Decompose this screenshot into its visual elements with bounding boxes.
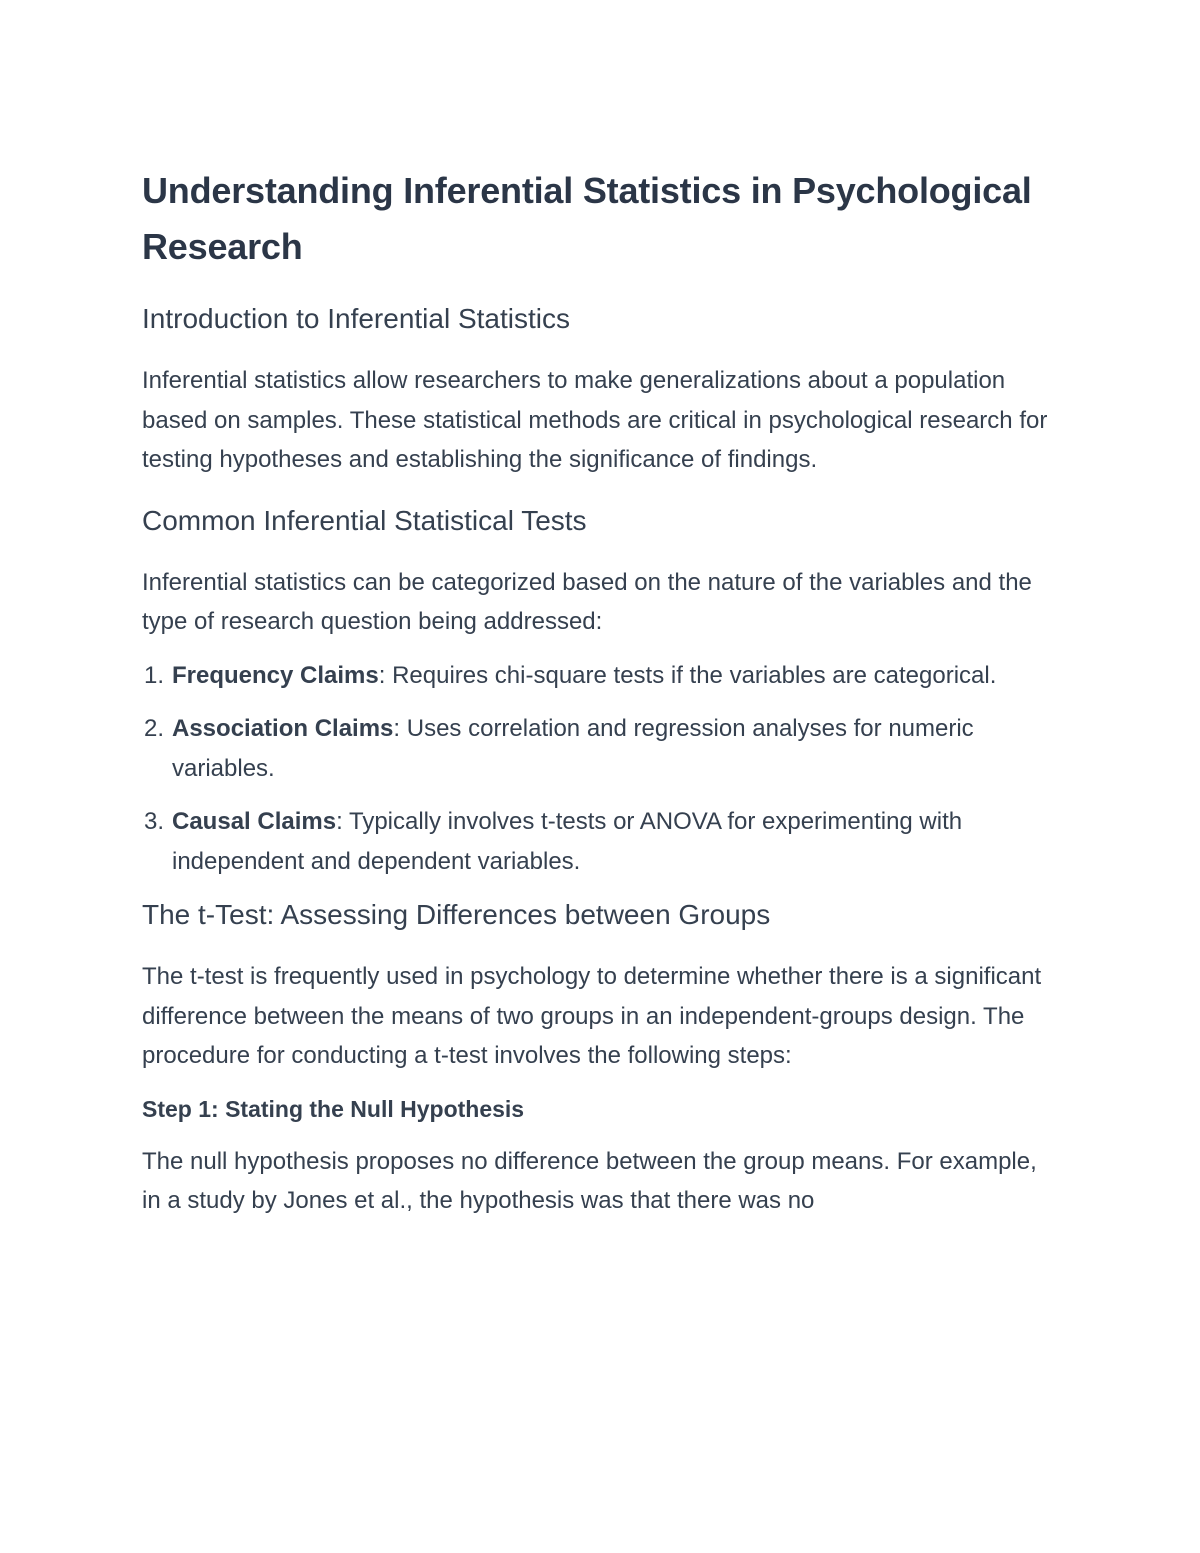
introduction-paragraph: Inferential statistics allow researchers to make generalizations about a population based on samples. These statistical methods are critical in psychological research for testing hypotheses and establishing the significance of findings. (142, 367, 1048, 473)
section-heading-common-tests: Common Inferential Statistical Tests (142, 504, 587, 536)
list-item-number: 1. (144, 661, 165, 689)
list-item-term: Frequency Claims (172, 661, 379, 689)
claims-list (142, 656, 1062, 882)
list-item-text: : Typically involves t-tests or ANOVA for experimenting with independent and dependent variables. (172, 808, 963, 875)
list-item (142, 709, 1062, 788)
list-item-number: 2. (144, 715, 165, 742)
step-1-paragraph: The null hypothesis proposes no difference between the group means. For example, in a study by Jones et al., the hypothesis was that there was no (142, 1147, 1037, 1214)
common-tests-paragraph: Inferential statistics can be categorized based on the nature of the variables and the type of research question being addressed: (142, 568, 1032, 635)
list-item (142, 656, 1062, 696)
section-heading-t-test: The t-Test: Assessing Differences between Groups (142, 899, 771, 930)
list-item-term: Association Claims (172, 715, 394, 742)
list-item (142, 802, 1062, 881)
list-item-text: : Uses correlation and regression analyses for numeric variables. (172, 715, 974, 782)
document-page (142, 163, 1062, 1221)
list-item-term: Causal Claims (172, 808, 337, 835)
t-test-paragraph: The t-test is frequently used in psychology to determine whether there is a significant difference between the means of two groups in an independent-groups design. The procedure for conducting a t-test involves the following steps: (142, 963, 1042, 1069)
list-item-number: 3. (144, 808, 165, 835)
section-heading-introduction: Introduction to Inferential Statistics (142, 303, 570, 334)
document-title: Understanding Inferential Statistics in Psychological Research (142, 170, 1032, 267)
list-item-text: : Requires chi-square tests if the variables are categorical. (378, 661, 997, 689)
subheading-step-1: Step 1: Stating the Null Hypothesis (142, 1095, 525, 1122)
